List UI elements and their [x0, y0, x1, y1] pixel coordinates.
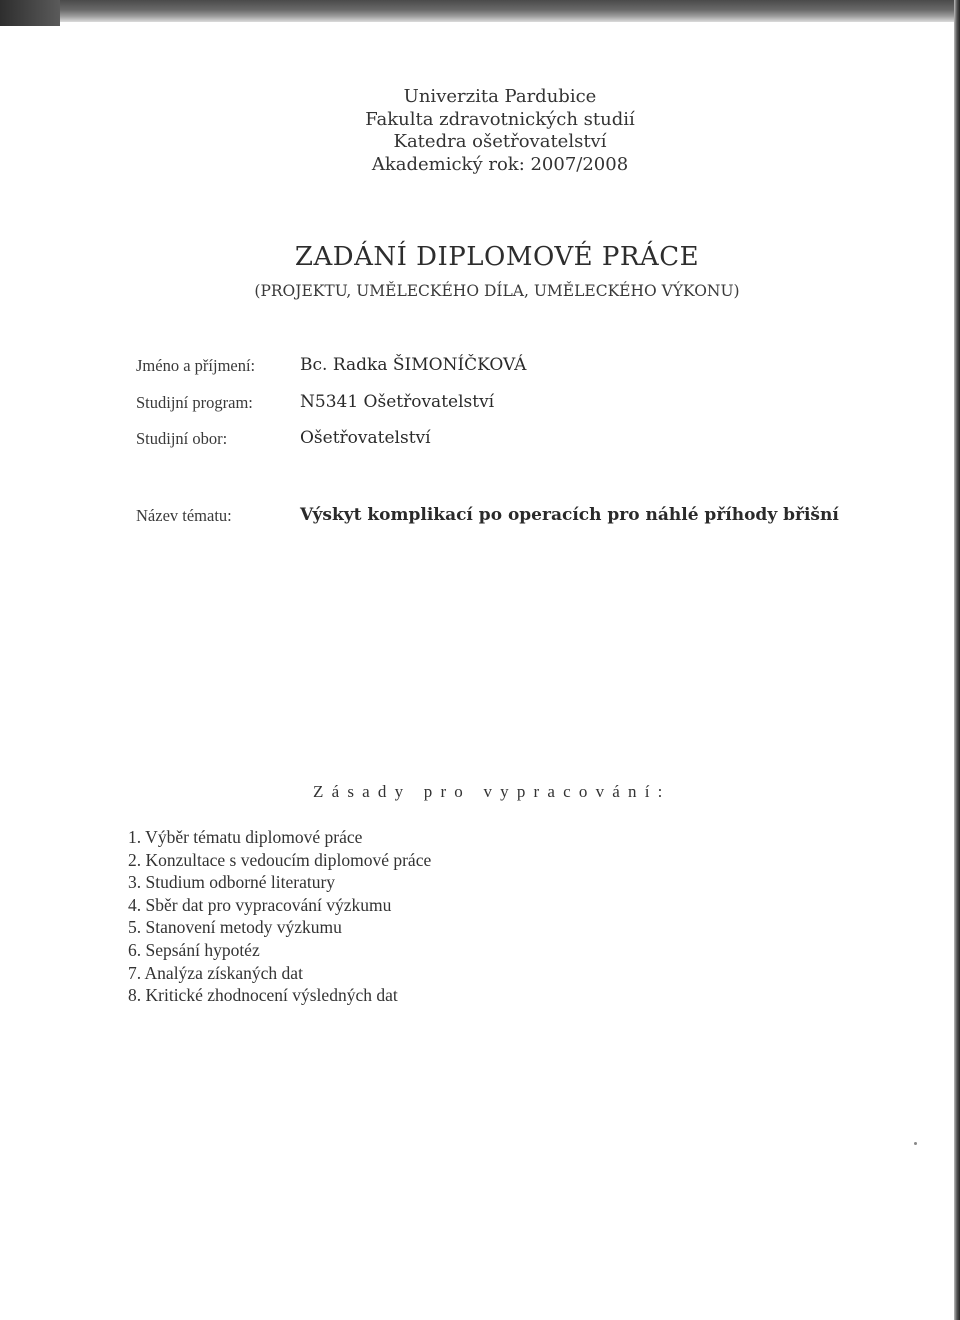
list-item: 6. Sepsání hypotéz	[128, 939, 260, 960]
name-value: Bc. Radka ŠIMONÍČKOVÁ	[300, 355, 527, 375]
page-subtitle: (PROJEKTU, UMĚLECKÉHO DÍLA, UMĚLECKÉHO VÝKONU)	[254, 282, 740, 300]
scan-top-border	[0, 0, 960, 22]
page-title: ZADÁNÍ DIPLOMOVÉ PRÁCE	[294, 242, 700, 272]
program-value: N5341 Ošetřovatelství	[300, 392, 495, 412]
program-label: Studijní program:	[136, 393, 253, 412]
list-item: 7. Analýza získaných dat	[128, 962, 303, 983]
field-of-study-label: Studijní obor:	[136, 429, 228, 448]
topic-value: Výskyt komplikací po operacích pro náhlé příhody břišní	[300, 505, 839, 525]
scan-right-border	[954, 0, 960, 1320]
principles-heading: Zásady pro vypracování:	[313, 782, 671, 801]
academic-year: Akademický rok: 2007/2008	[371, 153, 629, 175]
institution-header	[0, 86, 960, 176]
list-item: 1. Výběr tématu diplomové práce	[128, 827, 363, 847]
list-item: 3. Studium odborné literatury	[128, 872, 336, 893]
list-item: 2. Konzultace s vedoucím diplomové práce	[128, 849, 432, 870]
list-item: 8. Kritické zhodnocení výsledných dat	[128, 985, 398, 1006]
scan-speck	[914, 1142, 917, 1145]
name-label: Jméno a příjmení:	[136, 356, 256, 375]
topic-label: Název tématu:	[136, 506, 232, 525]
list-item: 4. Sběr dat pro vypracování výzkumu	[128, 894, 392, 915]
list-item: 5. Stanovení metody výzkumu	[128, 917, 342, 938]
department-name: Katedra ošetřovatelství	[393, 131, 607, 152]
principles-list	[128, 826, 431, 1007]
field-of-study-value: Ošetřovatelství	[300, 428, 431, 448]
scan-top-corner	[0, 0, 60, 26]
university-name: Univerzita Pardubice	[403, 86, 597, 107]
faculty-name: Fakulta zdravotnických studií	[365, 108, 635, 130]
